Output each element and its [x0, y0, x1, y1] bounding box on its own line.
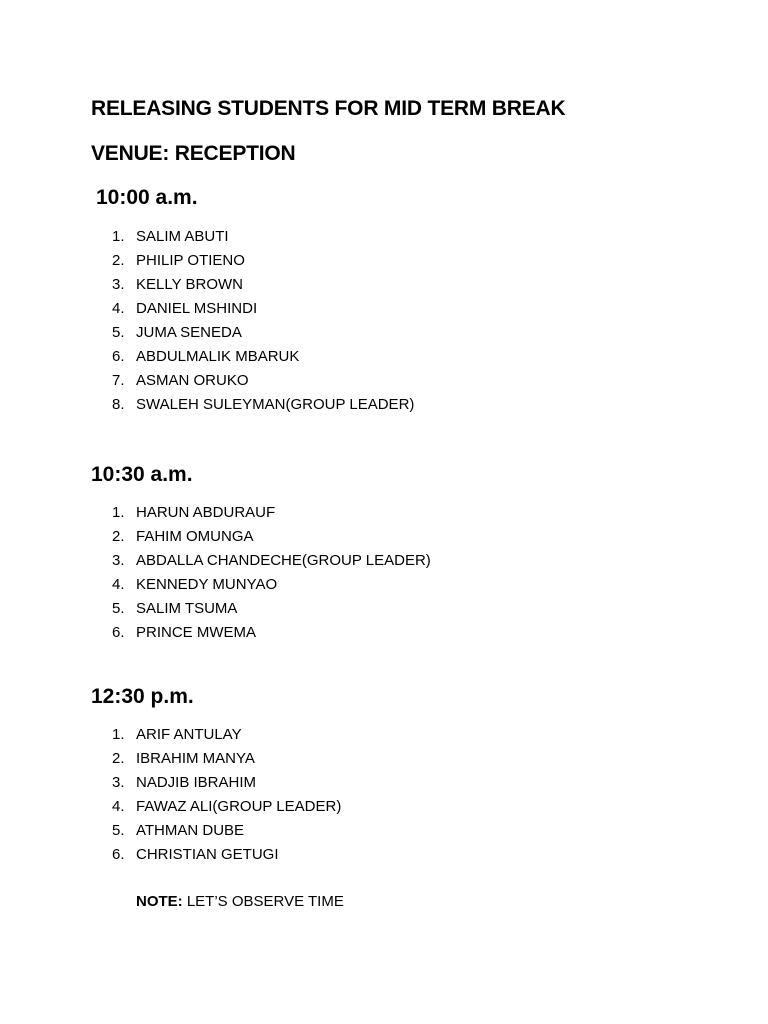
list-item-number: 5.: [112, 822, 125, 839]
list-item-number: 1.: [112, 228, 125, 245]
list-item: [112, 600, 431, 624]
list-item-number: 4.: [112, 300, 125, 317]
student-name: KENNEDY MUNYAO: [136, 576, 278, 593]
note-label: NOTE:: [136, 893, 183, 910]
list-item: [112, 324, 414, 348]
student-name: ABDULMALIK MBARUK: [136, 348, 300, 365]
student-name: FAHIM OMUNGA: [136, 528, 254, 545]
student-name: ABDALLA CHANDECHE(GROUP LEADER): [136, 552, 431, 569]
list-item-number: 8.: [112, 396, 125, 413]
note: [136, 893, 344, 911]
list-item-number: 5.: [112, 324, 125, 341]
list-item: [112, 798, 341, 822]
student-name: PHILIP OTIENO: [136, 252, 245, 269]
list-item: [112, 300, 414, 324]
list-item: [112, 726, 341, 750]
list-item: [112, 774, 341, 798]
student-name: CHRISTIAN GETUGI: [136, 846, 279, 863]
student-name: ASMAN ORUKO: [136, 372, 249, 389]
student-name: IBRAHIM MANYA: [136, 750, 255, 767]
student-name: JUMA SENEDA: [136, 324, 242, 341]
note-text: LET’S OBSERVE TIME: [182, 893, 344, 910]
student-name: NADJIB IBRAHIM: [136, 774, 257, 791]
student-name: ARIF ANTULAY: [136, 726, 242, 743]
list-item-number: 2.: [112, 750, 125, 767]
list-item: [112, 228, 414, 252]
list-item: [112, 252, 414, 276]
student-list-3: [112, 726, 341, 870]
venue-heading: VENUE: RECEPTION: [91, 142, 296, 165]
list-item: [112, 822, 341, 846]
list-item-number: 7.: [112, 372, 125, 389]
list-item-number: 6.: [112, 624, 125, 641]
list-item-number: 3.: [112, 276, 125, 293]
list-item-number: 1.: [112, 504, 125, 521]
document-title: RELEASING STUDENTS FOR MID TERM BREAK: [91, 97, 566, 120]
student-name: HARUN ABDURAUF: [136, 504, 276, 521]
time-heading-2: 10:30 a.m.: [91, 463, 193, 486]
list-item-number: 3.: [112, 552, 125, 569]
list-item: [112, 348, 414, 372]
list-item-number: 2.: [112, 252, 125, 269]
student-name: SALIM ABUTI: [136, 228, 229, 245]
list-item-number: 6.: [112, 348, 125, 365]
list-item: [112, 504, 431, 528]
time-heading-1: 10:00 a.m.: [96, 186, 198, 209]
list-item: [112, 528, 431, 552]
list-item: [112, 552, 431, 576]
list-item-number: 4.: [112, 576, 125, 593]
list-item: [112, 396, 414, 420]
list-item-number: 4.: [112, 798, 125, 815]
time-heading-3: 12:30 p.m.: [91, 685, 194, 708]
student-name: SWALEH SULEYMAN(GROUP LEADER): [136, 396, 415, 413]
student-name: PRINCE MWEMA: [136, 624, 256, 641]
student-list-2: [112, 504, 431, 648]
student-name: DANIEL MSHINDI: [136, 300, 258, 317]
list-item: [112, 846, 341, 870]
student-list-1: [112, 228, 414, 420]
list-item-number: 3.: [112, 774, 125, 791]
list-item: [112, 750, 341, 774]
list-item: [112, 276, 414, 300]
list-item: [112, 372, 414, 396]
list-item-number: 1.: [112, 726, 125, 743]
list-item: [112, 624, 431, 648]
student-name: ATHMAN DUBE: [136, 822, 245, 839]
student-name: SALIM TSUMA: [136, 600, 238, 617]
list-item-number: 6.: [112, 846, 125, 863]
student-name: KELLY BROWN: [136, 276, 243, 293]
list-item-number: 2.: [112, 528, 125, 545]
list-item: [112, 576, 431, 600]
student-name: FAWAZ ALI(GROUP LEADER): [136, 798, 342, 815]
list-item-number: 5.: [112, 600, 125, 617]
